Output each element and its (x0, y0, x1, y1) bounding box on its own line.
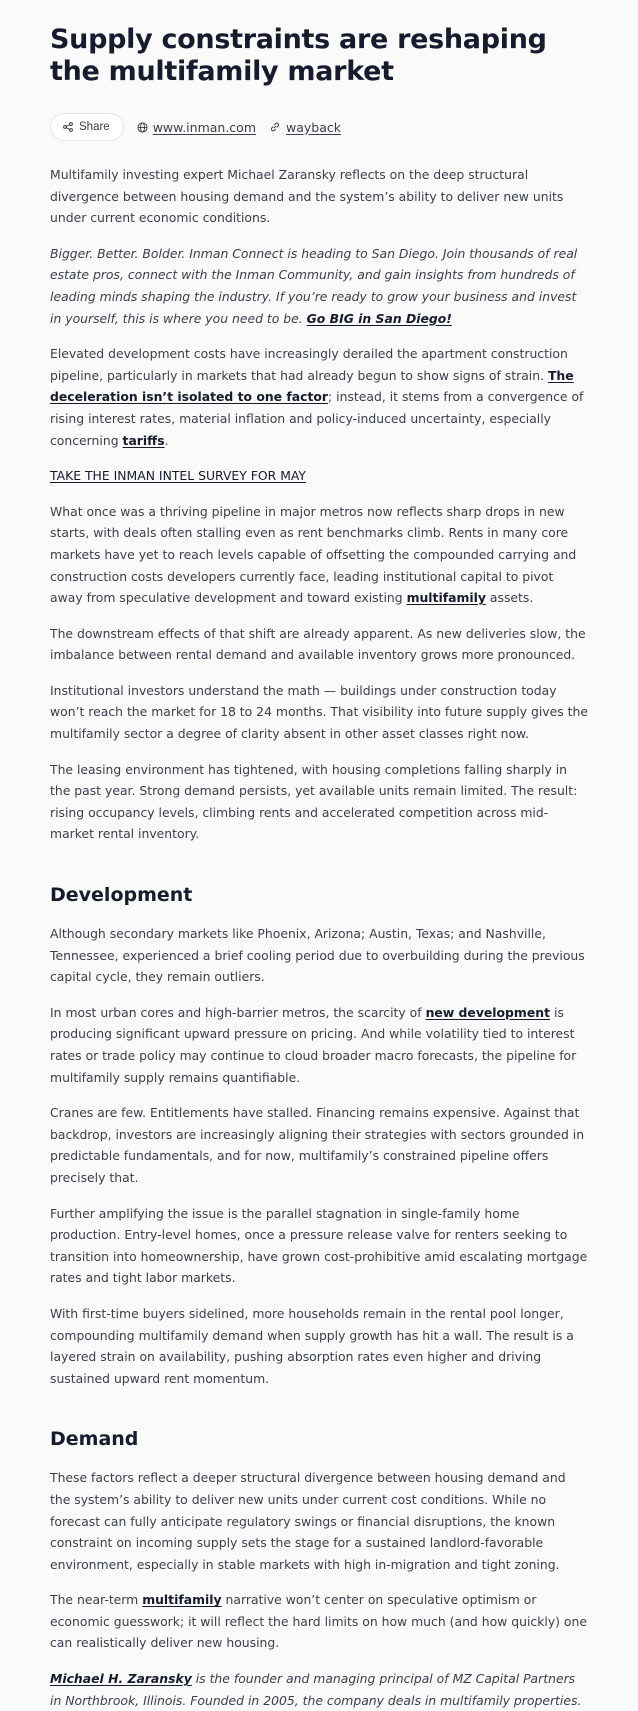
share-icon (63, 122, 73, 132)
multifamily-link[interactable]: multifamily (406, 590, 486, 606)
source-link-label: www.inman.com (152, 119, 257, 135)
paragraph: These factors reflect a deeper structural divergence between housing demand and the system’s ability to deliver new units under current cost conditions. While no forecast can fully anticipate regulatory swings or financial disruptions, the known constraint on incoming supply sets the stage for a sustained landlord-favorable environment, especially in stable markets with high in-migration and tight zoning. (50, 1470, 566, 1572)
paragraph-text: ; instead, it stems from a convergence of rising interest rates, material inflation and policy-induced uncertainty, especially concerning (50, 389, 584, 448)
survey-link[interactable]: TAKE THE INMAN INTEL SURVEY FOR MAY (50, 468, 306, 484)
survey-paragraph (50, 465, 588, 487)
deceleration-link[interactable]: The deceleration isn’t isolated to one factor (50, 367, 574, 405)
paragraph-text: . (164, 432, 169, 448)
paragraph: The downstream effects of that shift are already apparent. As new deliveries slow, the imbalance between rental demand and available inventory grows more pronounced. (50, 625, 586, 663)
paragraph: The leasing environment has tightened, with housing completions falling sharply in the past year. Strong demand persists, yet available units remain limited. The result: rising occupancy levels, climbing rents and accelerated competition across mid-market rental inventory. (50, 761, 578, 842)
globe-icon (137, 122, 148, 133)
archive-link-label: wayback (286, 119, 342, 135)
archive-link[interactable] (269, 120, 341, 135)
paragraph: Cranes are few. Entitlements have stalled. Financing remains expensive. Against that backdrop, investors are increasingly aligning their strategies with sectors grounded in predictable fundamentals, and for now, multifamily’s constrained pipeline offers precisely that. (50, 1105, 585, 1185)
paragraph (50, 1002, 588, 1088)
promo-text: Bigger. Better. Bolder. Inman Connect is heading to San Diego. Join thousands of real estate pros, connect with the Inman Community, and gain insights from hundreds of leading minds shaping the industry. If you’re ready to grow your business and invest in yourself, this is where you need to be. (50, 245, 578, 326)
article (50, 0, 588, 1711)
paragraph-text: What once was a thriving pipeline in major metros now reflects sharp drops in new starts, with deals often stalling even as rent benchmarks climb. Rents in many core markets have yet to reach levels capable of offsetting the compounded carrying and construction costs developers currently face, leading institutional capital to pivot away from speculative development and toward existing (50, 503, 577, 606)
share-label: Share (79, 121, 110, 133)
multifamily-link-2[interactable]: multifamily (142, 1592, 222, 1608)
paragraph: Multifamily investing expert Michael Zaransky reflects on the deep structural divergence between housing demand and the system’s ability to deliver new units under current economic conditions. (50, 167, 564, 226)
paragraph: Although secondary markets like Phoenix, Arizona; Austin, Texas; and Nashville, Tennessee, experienced a brief cooling period due to overbuilding during the previous capital cycle, they remain outliers. (50, 926, 585, 985)
author-bio-text: is the founder and managing principal of MZ Capital Partners in Northbrook, Illinois. Founded in 2005, the company deals in multifamily properties. (50, 1671, 582, 1708)
promo-link[interactable]: Go BIG in San Diego! (306, 310, 452, 326)
source-link[interactable] (137, 120, 256, 135)
share-button[interactable] (50, 113, 124, 141)
new-development-link[interactable]: new development (425, 1004, 550, 1020)
article-title: Supply constraints are reshaping the multifamily market (50, 24, 547, 87)
tariffs-link[interactable]: tariffs (122, 432, 165, 448)
article-body (50, 164, 588, 1711)
paragraph-text: is producing significant upward pressure on pricing. And while volatility tied to interest rates or trade policy may continue to cloud broader macro forecasts, the pipeline for multifamily supply remains quantifiable. (50, 1004, 577, 1085)
paragraph-text: In most urban cores and high-barrier metros, the scarcity of (50, 1004, 426, 1020)
section-heading-demand: Demand (50, 1428, 139, 1451)
section-heading-development: Development (50, 884, 193, 907)
article-toolbar (50, 112, 588, 142)
paragraph-text: assets. (485, 590, 534, 606)
paragraph-text: Elevated development costs have increasingly derailed the apartment construction pipeline, particularly in markets that had already begun to show signs of strain. (50, 346, 568, 383)
paragraph: Institutional investors understand the math — buildings under construction today won’t reach the market for 18 to 24 months. That visibility into future supply gives the multifamily sector a degree of clarity absent in other asset classes right now. (50, 682, 588, 742)
paragraph-text: The near-term (50, 1592, 143, 1608)
author-link[interactable]: Michael H. Zaransky (50, 1671, 192, 1687)
paragraph (50, 343, 588, 451)
paragraph: Further amplifying the issue is the parallel stagnation in single-family home production. Entry-level homes, once a pressure release valve for renters seeking to transition into homeownership, have grown cost-prohibitive amid escalating mortgage rates and tight labor markets. (50, 1205, 588, 1286)
paragraph: With first-time buyers sidelined, more households remain in the rental pool longer, compounding multifamily demand when supply growth has hit a wall. The result is a layered strain on availability, pushing absorption rates even higher and driving sustained upward rent momentum. (50, 1305, 574, 1386)
paragraph (50, 501, 588, 609)
paragraph (50, 1589, 588, 1654)
link-icon (269, 121, 281, 133)
paragraph-text: narrative won’t center on speculative optimism or economic guesswork; it will reflect the hard limits on how much (and how quickly) one can realistically deliver new housing. (50, 1592, 587, 1651)
promo-paragraph (50, 243, 588, 329)
